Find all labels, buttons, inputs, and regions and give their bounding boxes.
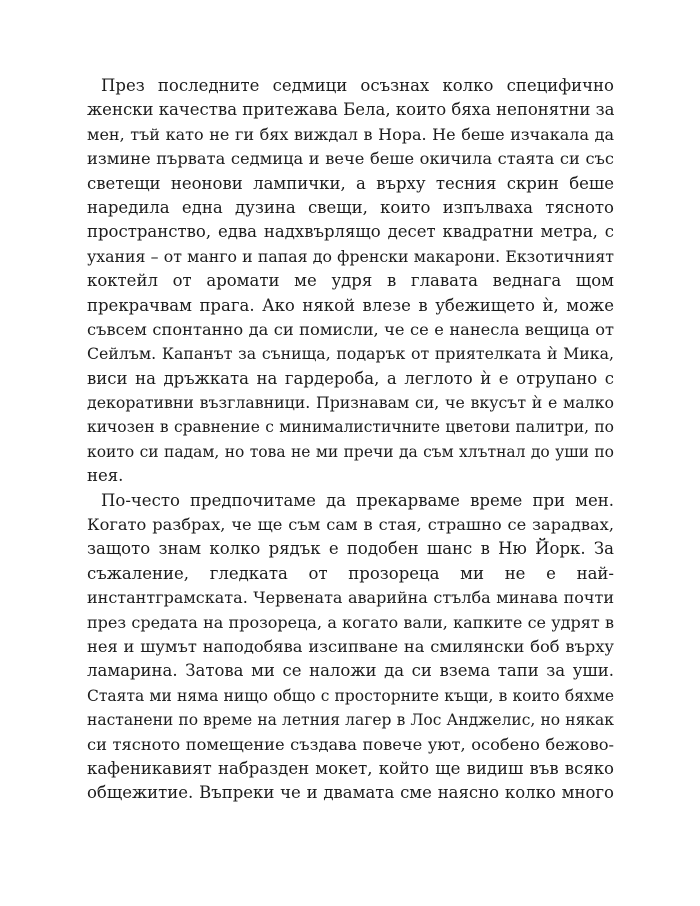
text-line: измине първата седмица и вече беше окичила стаята си със	[87, 149, 614, 169]
text-line: По-често предпочитаме да прекарваме време при мен.	[101, 490, 614, 510]
text-line: светещи неонови лампички, а върху тесния скрин беше	[87, 173, 614, 193]
text-line: настанени по време на летния лагер в Лос Анджелис, но някак	[87, 711, 614, 730]
text-line: инстантграмската. Червената аварийна стълба минава почти	[87, 588, 614, 608]
text-line: общежитие. Въпреки че и двамата сме наясно колко много	[87, 783, 614, 803]
text-line: декоративни възглавници. Признавам си, че вкусът ѝ е малко	[87, 393, 614, 413]
text-line: коктейл от аромати ме удря в главата веднага щом	[87, 271, 614, 291]
text-line: Когато разбрах, че ще съм сам в стая, страшно се зарадвах,	[87, 515, 614, 535]
text-line: наредила една дузина свещи, които изпълваха тясното	[87, 197, 614, 217]
text-line: съжаление, гледката от прозореца ми не е най-	[87, 563, 614, 583]
text-line: нея.	[87, 466, 124, 486]
text-line: Стаята ми няма нищо общо с просторните къщи, в които бяхме	[87, 686, 614, 705]
text-line: кафеникавият набразден мокет, който ще видиш във всяко	[87, 758, 614, 778]
text-line: прекрачвам прага. Ако някой влезе в убежището ѝ, може	[87, 295, 614, 315]
text-line: женски качества притежава Бела, които бяха непонятни за	[87, 100, 615, 120]
text-line: пространство, едва надхвърлящо десет квадратни метра, с	[87, 222, 614, 242]
text-line: защото знам колко рядък е подобен шанс в Ню Йорк. За	[87, 539, 614, 559]
body-text	[87, 74, 614, 806]
text-line: кичозен в сравнение с минималистичните цветови палитри, по	[87, 418, 614, 437]
text-line: през средата на прозореца, а когато вали, капките се удрят в	[87, 612, 614, 632]
paragraph-1	[87, 74, 614, 489]
text-line: ухания – от манго и папая до френски макарони. Екзотичният	[87, 246, 614, 266]
text-line: които си падам, но това не ми пречи да съм хлътнал до уши по	[87, 442, 614, 461]
text-line: си тясното помещение създава повече уют, особено бежово-	[87, 734, 614, 754]
paragraph-2	[87, 489, 614, 806]
text-line: През последните седмици осъзнах колко специфично	[101, 76, 614, 95]
text-line: виси на дръжката на гардероба, а леглото ѝ е отрупано с	[87, 368, 614, 388]
text-line: ламарина. Затова ми се наложи да си взема тапи за уши.	[87, 661, 614, 681]
text-line: нея и шумът наподобява изсипване на смилянски боб върху	[87, 636, 614, 656]
text-line: съвсем спонтанно да си помисли, че се е нанесла вещица от	[87, 319, 614, 339]
text-line: Сейлъм. Капанът за сънища, подарък от приятелката ѝ Мика,	[87, 344, 614, 364]
text-line: мен, тъй като не ги бях виждал в Нора. Не беше изчакала да	[87, 124, 614, 144]
